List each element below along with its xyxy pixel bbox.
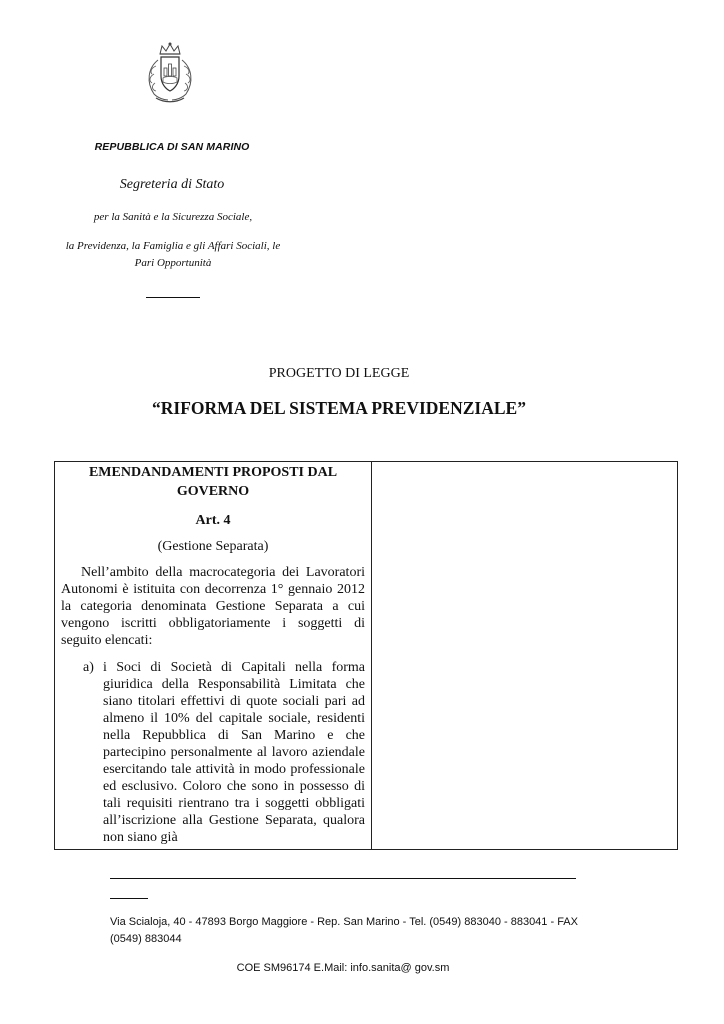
list-item [61, 659, 365, 846]
list-marker: a) [83, 660, 94, 675]
footer-coe-email: COE SM96174 E.Mail: info.sanita@ gov.sm [236, 962, 450, 974]
article-number: Art. 4 [195, 513, 231, 528]
list-item-text: i Soci di Società di Capitali nella forma giuridica della Responsabilità Limitata che siano titolari effettivi di quote sociali pari ad almeno il 10% del capitale sociale, residenti nella Repubblica di San Marino e che partecipino personalmente al lavoro aziendale esercitando tale attività in modo professionale ed esclusivo. Coloro che sono in possesso di tali requisiti rientrano tra i soggetti obbligati all’iscrizione alla Gestione Separata, qualora non siano già [103, 660, 365, 845]
bill-label: PROGETTO DI LEGGE [268, 366, 410, 381]
segreteria-title: Segreteria di Stato [119, 177, 225, 192]
footer-address: Via Scialoja, 40 - 47893 Borgo Maggiore - Rep. San Marino - Tel. (0549) 883040 - 883041 - FAX (0549) 883044 [110, 916, 578, 945]
coat-of-arms-icon [140, 40, 200, 106]
department-line-2: la Previdenza, la Famiglia e gli Affari Sociali, le Pari Opportunità [65, 240, 281, 269]
department-line-1: per la Sanità e la Sicurezza Sociale, [93, 211, 253, 223]
amendment-table [54, 461, 678, 850]
footer-divider [110, 878, 576, 879]
department-block [60, 209, 286, 272]
header-divider [146, 297, 200, 298]
table-heading: EMENDANDAMENTI PROPOSTI DAL GOVERNO [88, 465, 338, 499]
amendment-column-right [372, 462, 677, 849]
bill-title: “RIFORMA DEL SISTEMA PREVIDENZIALE” [152, 398, 526, 418]
amendment-column-left [55, 462, 372, 849]
article-subtitle: (Gestione Separata) [157, 539, 269, 554]
footer-divider-short [110, 898, 148, 899]
article-paragraph: Nell’ambito della macrocategoria dei Lavoratori Autonomi è istituita con decorrenza 1° gennaio 2012 la categoria denominata Gestione Separata a cui vengono iscritti obbligatoriamente i soggetti di seguito elencati: [61, 565, 365, 648]
republic-title: REPUBBLICA DI SAN MARINO [94, 141, 250, 153]
